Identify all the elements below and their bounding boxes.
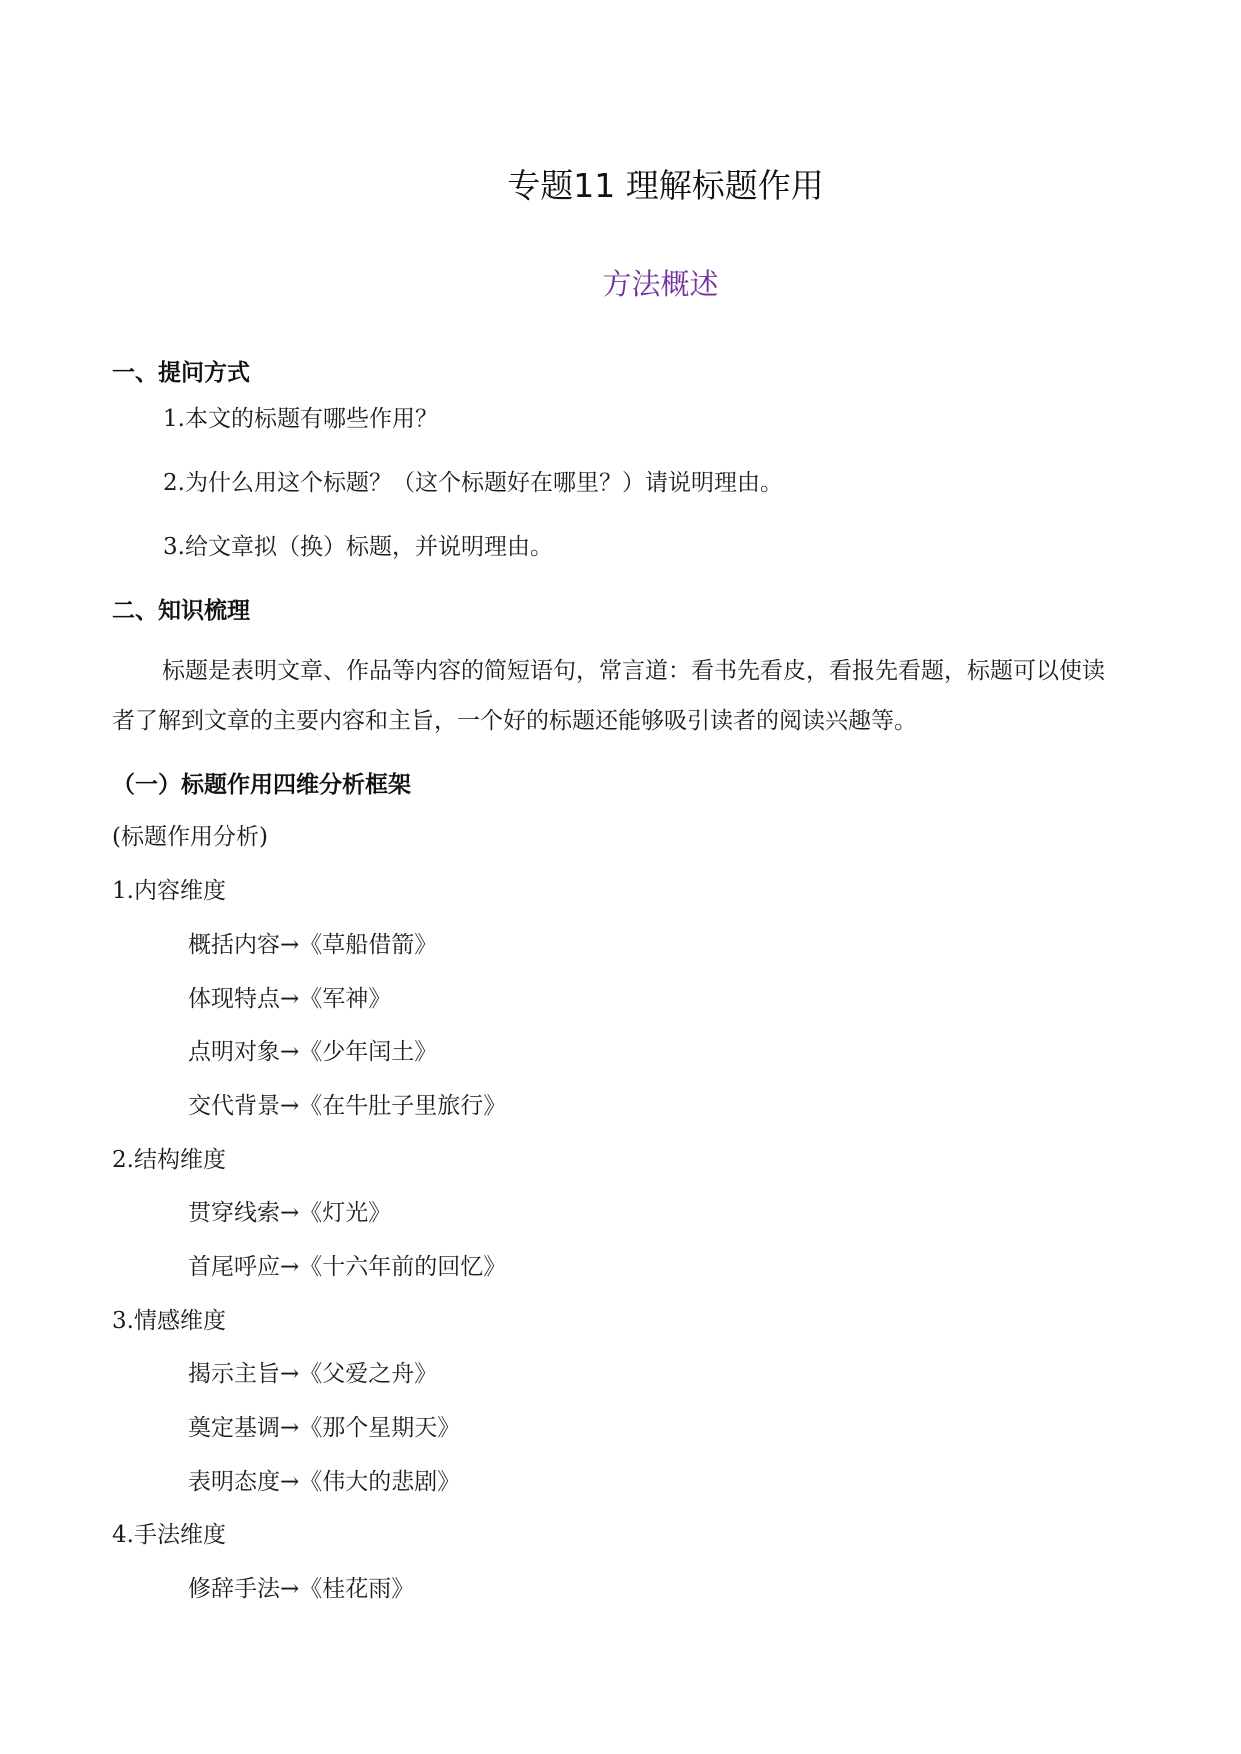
- dimension-item: 奠定基调→《那个星期天》: [188, 1415, 461, 1441]
- section-heading-knowledge: 二、知识梳理: [112, 598, 250, 624]
- section-heading-questions: 一、提问方式: [112, 360, 250, 386]
- dimension-label: 2.结构维度: [112, 1147, 226, 1173]
- dimension-item: 修辞手法→《桂花雨》: [188, 1576, 415, 1602]
- page-title: 专题11 理解标题作用: [507, 166, 824, 205]
- dimension-label: 4.手法维度: [112, 1522, 226, 1548]
- dimension-item: 点明对象→《少年闰土》: [188, 1039, 438, 1065]
- dimension-label: 1.内容维度: [112, 878, 226, 904]
- framework-note: (标题作用分析): [112, 824, 268, 850]
- question-item: 2.为什么用这个标题？（这个标题好在哪里？）请说明理由。: [163, 470, 783, 496]
- dimension-label: 3.情感维度: [112, 1308, 226, 1334]
- dimension-item: 贯穿线索→《灯光》: [188, 1200, 392, 1226]
- dimension-item: 表明态度→《伟大的悲剧》: [188, 1469, 461, 1495]
- question-item: 3.给文章拟（换）标题，并说明理由。: [163, 534, 553, 560]
- framework-heading: （一）标题作用四维分析框架: [112, 772, 411, 798]
- dimension-item: 体现特点→《军神》: [188, 986, 392, 1012]
- page-subtitle: 方法概述: [602, 267, 719, 301]
- knowledge-paragraph: 标题是表明文章、作品等内容的简短语句，常言道：看书先看皮，看报先看题，标题可以使读者了解到文章的主要内容和主旨，一个好的标题还能够吸引读者的阅读兴趣等。: [112, 658, 1105, 734]
- dimension-item: 概括内容→《草船借箭》: [188, 932, 438, 958]
- dimension-item: 揭示主旨→《父爱之舟》: [188, 1361, 438, 1387]
- dimension-item: 首尾呼应→《十六年前的回忆》: [188, 1254, 507, 1280]
- question-item: 1.本文的标题有哪些作用？: [163, 406, 438, 432]
- dimension-item: 交代背景→《在牛肚子里旅行》: [188, 1093, 507, 1119]
